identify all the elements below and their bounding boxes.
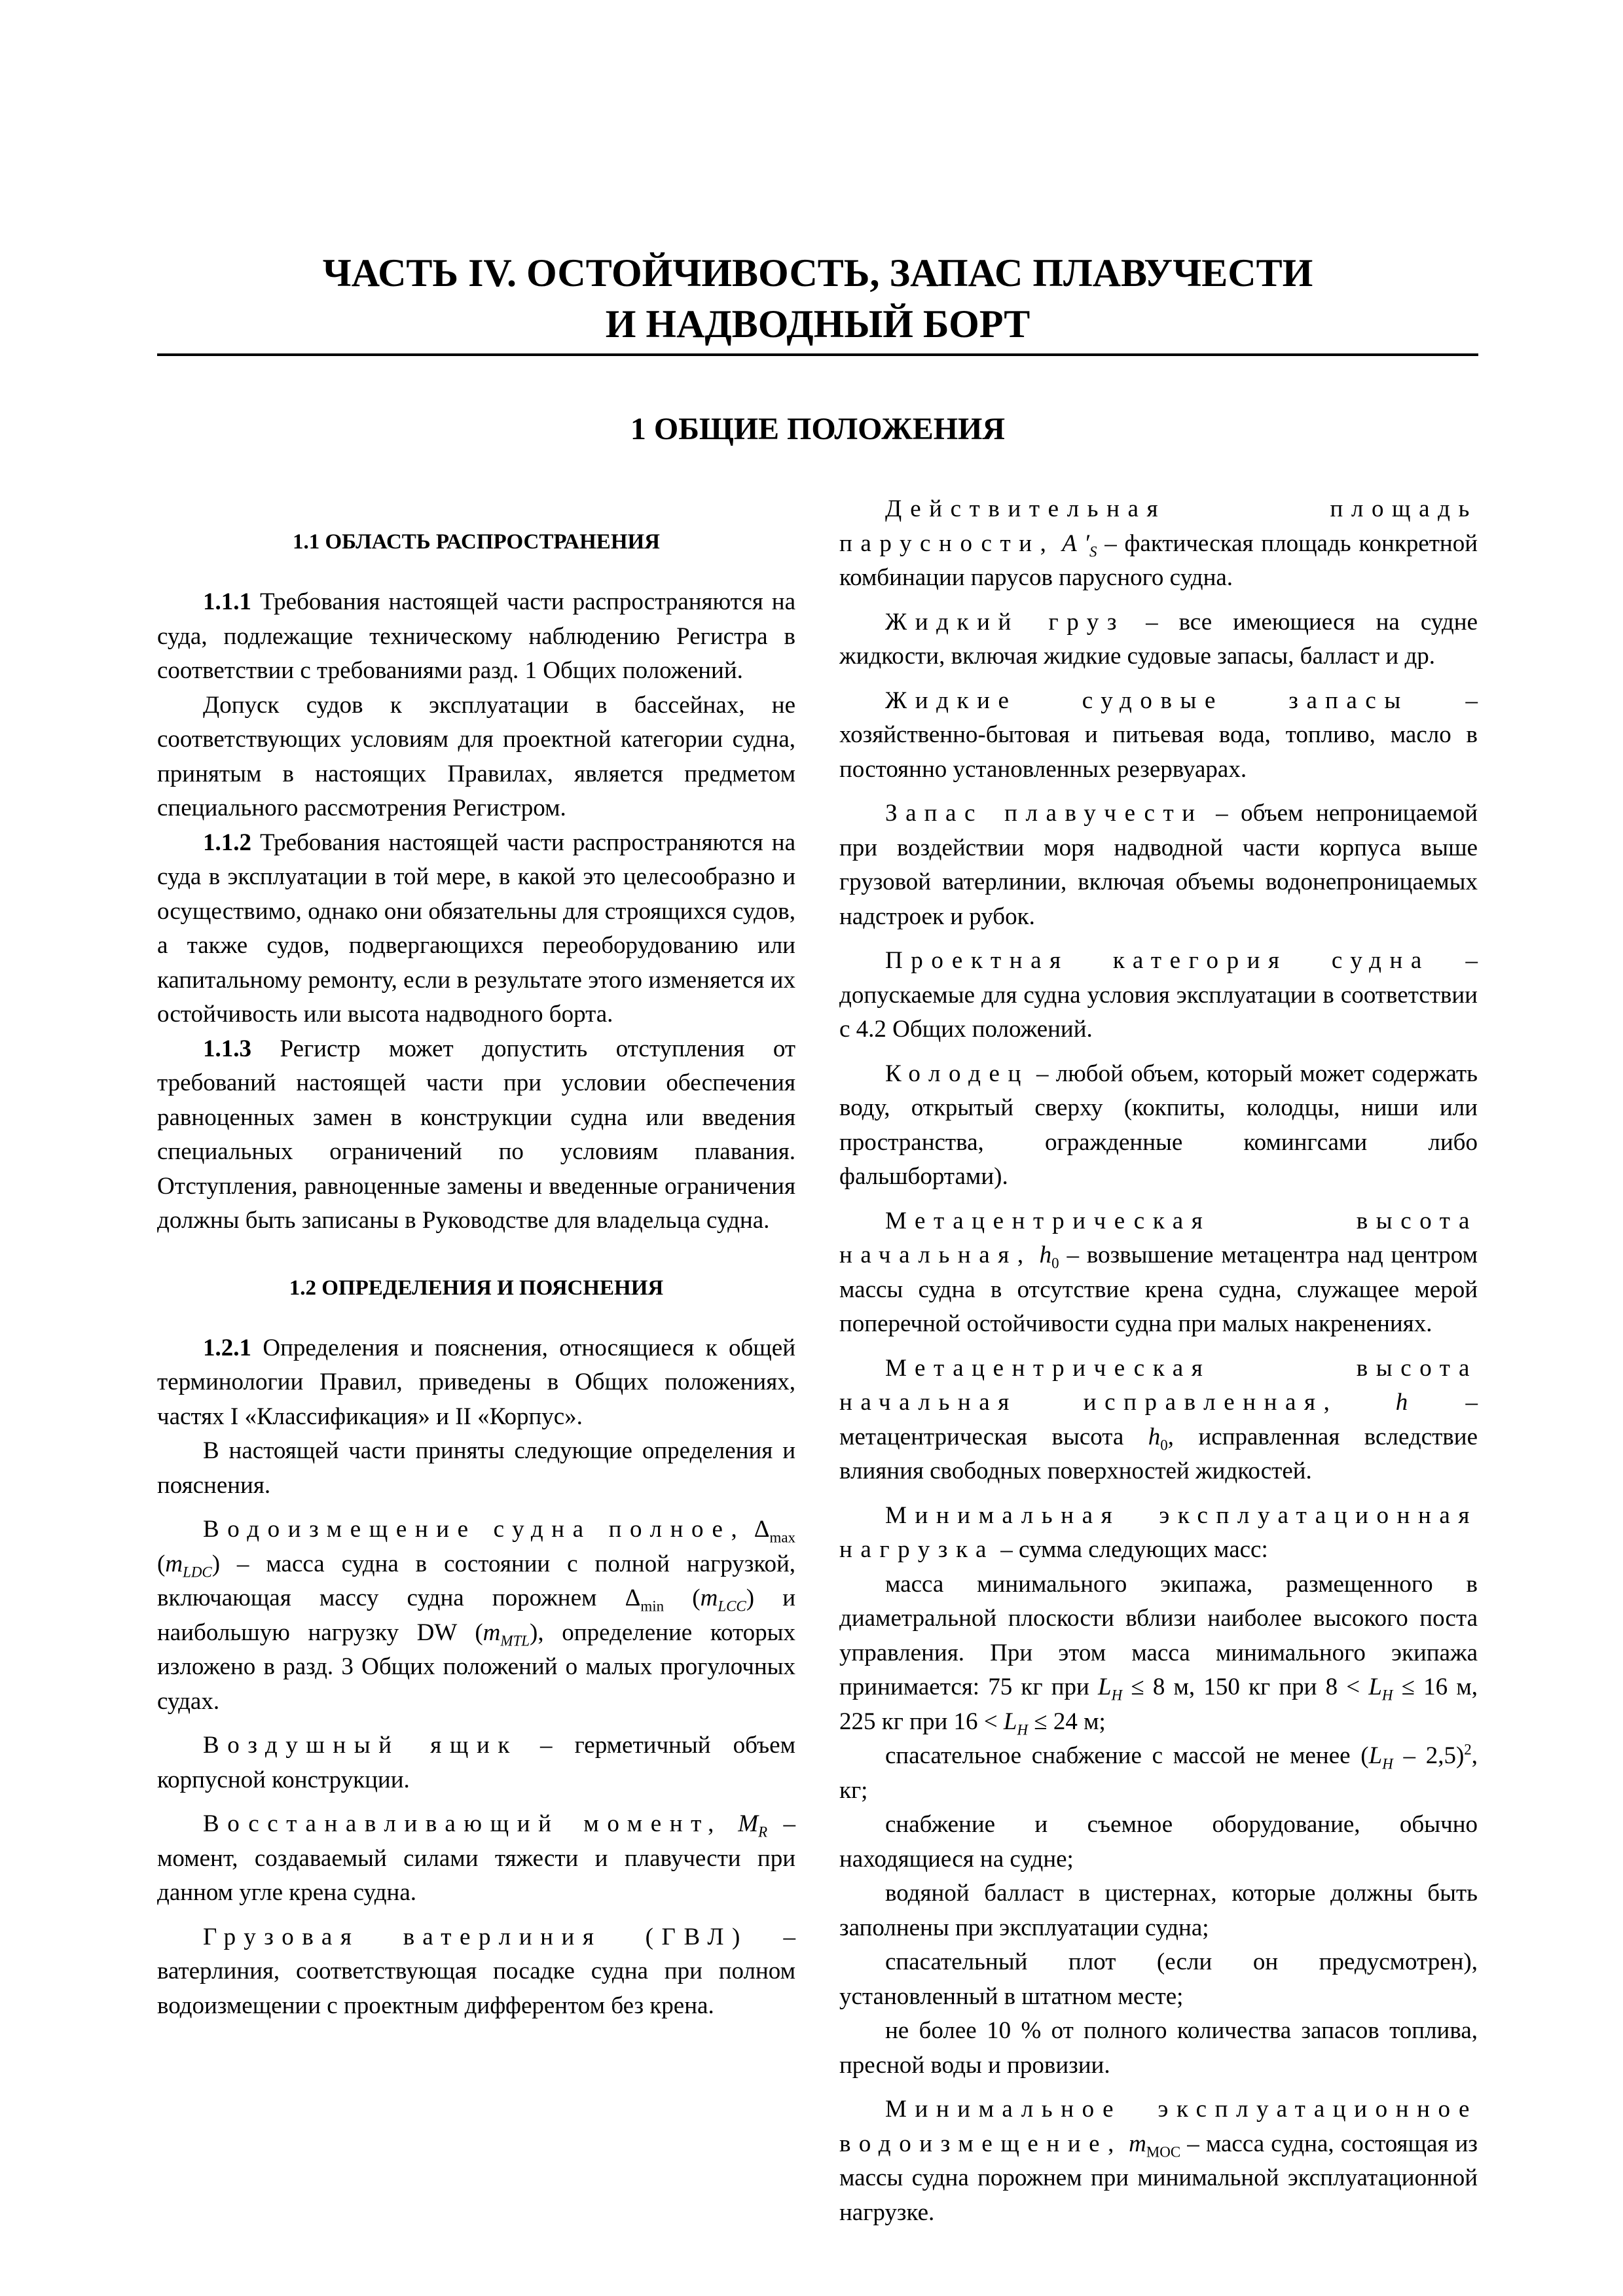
paragraph-1-1-2: [157, 826, 795, 1032]
definition-liquid-stores: Жидкие судовые запасы – хозяйственно-бытовая и питьевая вода, топливо, масло в постоянно установленных резервуарах.: [839, 687, 1478, 783]
list-item-crew: масса минимального экипажа, размещенного в диаметральной плоскости вблизи наиболее высокого поста управления. При этом масса минимального экипажа принимается: 75 кг при $L_H \le 8$ м, 150 кг при $8 < L_H \le 16$ м, 225 кг при $16 < L_H \le 24$ м;: [839, 1570, 1478, 1738]
heading-1-1: 1.1 ОБЛАСТЬ РАСПРОСТРАНЕНИЯ: [293, 530, 660, 554]
paragraph-text: Требования настоящей части распространяются на суда в эксплуатации в той мере, в какой это целесообразно и осуществимо, однако они обязательны для строящихся судов, а также судов, подвергающихся переоборудованию или капитальному ремонту, если в результате этого изменяется их остойчивость или высота надводного борта.: [157, 829, 795, 1028]
definition-well: Колодец – любой объем, который может содержать воду, открытый сверху (кокпиты, колодцы, ниши или пространства, огражденные комингсами либо фальшбортами).: [839, 1060, 1478, 1190]
definition-term: Колодец: [885, 1060, 1029, 1087]
definition-term: Жидкий груз: [885, 608, 1125, 636]
right-column: [839, 492, 1478, 2230]
definition-term: Водоизмещение судна полное,: [203, 1516, 746, 1543]
paragraph-text: Требования настоящей части распространяются на суда, подлежащие техническому наблюдению Регистра в соответствии с требованиями разд. 1 Общих положений.: [157, 588, 795, 684]
definition-term: Проектная категория судна: [885, 947, 1430, 974]
list-item-stores: не более 10 % от полного количества запасов топлива, пресной воды и провизии.: [839, 2017, 1478, 2079]
definition-initial-metacentric-height: Метацентрическая высота начальная, $h_0$ – возвышение метацентра над центром массы судна в отсутствие крена судна, служащее мерой поперечной остойчивости судна при малых накренениях.: [839, 1207, 1478, 1337]
definition-load-waterline: Грузовая ватерлиния (ГВЛ) – ватерлиния, соответствующая посадке судна при полном водоизмещении с проектным дифферентом без крена.: [157, 1923, 795, 2019]
list-item-ballast: водяной балласт в цистернах, которые должны быть заполнены при эксплуатации судна;: [839, 1880, 1478, 1941]
definition-term: Метацентрическая высота начальная исправленная,: [839, 1354, 1478, 1416]
definition-liquid-cargo: Жидкий груз – все имеющиеся на судне жидкости, включая жидкие судовые запасы, балласт и др.: [839, 608, 1478, 670]
clause-number: 1.1.2: [203, 829, 251, 856]
definition-minimum-operating-displacement: Минимальное эксплуатационное водоизмещение, $m_{MOC}$ – масса судна, состоящая из массы судна порожнем при минимальной эксплуатационной нагрузке.: [839, 2096, 1478, 2226]
list-item-equipment: снабжение и съемное оборудование, обычно находящиеся на судне;: [839, 1811, 1478, 1873]
part-title: [157, 247, 1478, 350]
clause-number: 1.1.3: [203, 1035, 251, 1062]
list-item-lifesaving: спасательное снабжение с массой не менее $(L_H - 2,5)^2$, кг;: [839, 1741, 1478, 1804]
paragraph-intro: В настоящей части приняты следующие определения и пояснения.: [157, 1437, 795, 1499]
list-item-liferaft: спасательный плот (если он предусмотрен), установленный в штатном месте;: [839, 1948, 1478, 2010]
paragraph-1-2-1: [157, 1331, 795, 1435]
paragraph-1-1-1: [157, 585, 795, 689]
clause-number: 1.1.1: [203, 588, 251, 615]
heading-1-2: 1.2 ОПРЕДЕЛЕНИЯ И ПОЯСНЕНИЯ: [289, 1276, 664, 1300]
definition-term: Метацентрическая высота начальная,: [839, 1207, 1478, 1268]
clause-number: 1.2.1: [203, 1334, 251, 1361]
definition-term: Минимальная эксплуатационная нагрузка: [839, 1501, 1478, 1563]
part-title-line1: ЧАСТЬ IV. ОСТОЙЧИВОСТЬ, ЗАПАС ПЛАВУЧЕСТИ: [322, 251, 1313, 295]
definition-corrected-metacentric-height: Метацентрическая высота начальная исправленная, h – метацентрическая высота $h_0$, исправленная вследствие влияния свободных поверхностей жидкостей.: [839, 1354, 1478, 1484]
paragraph-text: Определения и пояснения, относящиеся к общей терминологии Правил, приведены в Общих положениях, частях I «Классификация» и II «Корпус».: [157, 1334, 795, 1430]
definition-term: Грузовая ватерлиния (ГВЛ): [203, 1923, 748, 1950]
left-column: [157, 492, 795, 2023]
paragraph-text: Регистр может допустить отступления от требований настоящей части при условии обеспечения равноценных замен в конструкции судна или введения специальных ограничений по условиям плавания. Отступления, равноценные замены и введенные ограничения должны быть записаны в Руководстве для владельца судна.: [157, 1035, 795, 1234]
section-title: 1 ОБЩИЕ ПОЛОЖЕНИЯ: [630, 412, 1006, 446]
definition-design-category: Проектная категория судна – допускаемые для судна условия эксплуатации в соответствии с 4.2 Общих положений.: [839, 947, 1478, 1043]
definition-term: Восстанавливающий момент,: [203, 1810, 722, 1837]
definition-actual-sail-area: Действительная площадь парусности, A $'_S$ – фактическая площадь конкретной комбинации парусов парусного судна.: [839, 495, 1478, 591]
definition-reserve-buoyancy: Запас плавучести – объем непроницаемой при воздействии моря надводной части корпуса выше грузовой ватерлинии, включая объемы водонепроницаемых надстроек и рубок.: [839, 800, 1478, 930]
definition-term: Запас плавучести: [885, 800, 1203, 827]
paragraph-admission: Допуск судов к эксплуатации в бассейнах, не соответствующих условиям для проектной категории судна, принятым в настоящих Правилах, является предметом специального рассмотрения Регистром.: [157, 691, 795, 821]
part-title-line2: И НАДВОДНЫЙ БОРТ: [605, 302, 1030, 346]
definition-righting-moment: Восстанавливающий момент, $M_R$ – момент, создаваемый силами тяжести и плавучести при данном угле крена судна.: [157, 1810, 795, 1906]
definition-air-box: Воздушный ящик – герметичный объем корпусной конструкции.: [157, 1732, 795, 1793]
definition-term: Минимальное эксплуатационное водоизмещение,: [839, 2096, 1478, 2157]
title-divider: [157, 353, 1478, 356]
definition-term: Жидкие судовые запасы: [885, 687, 1409, 714]
paragraph-1-1-3: [157, 1032, 795, 1238]
definition-full-displacement: Водоизмещение судна полное, $\Delta_{max}$ $(m_{LDC})$ – масса судна в состоянии с полной нагрузкой, включающая массу судна порожнем $\Delta_{min}$ $(m_{LCC})$ и наибольшую нагрузку DW $(m_{MTL})$, определение которых изложено в разд. 3 Общих положений о малых прогулочных судах.: [157, 1516, 795, 1715]
definition-term: Воздушный ящик: [203, 1732, 518, 1759]
definition-term: Действительная площадь парусности,: [839, 495, 1478, 557]
definition-minimum-operating-load: Минимальная эксплуатационная нагрузка – сумма следующих масс:: [839, 1501, 1478, 1563]
